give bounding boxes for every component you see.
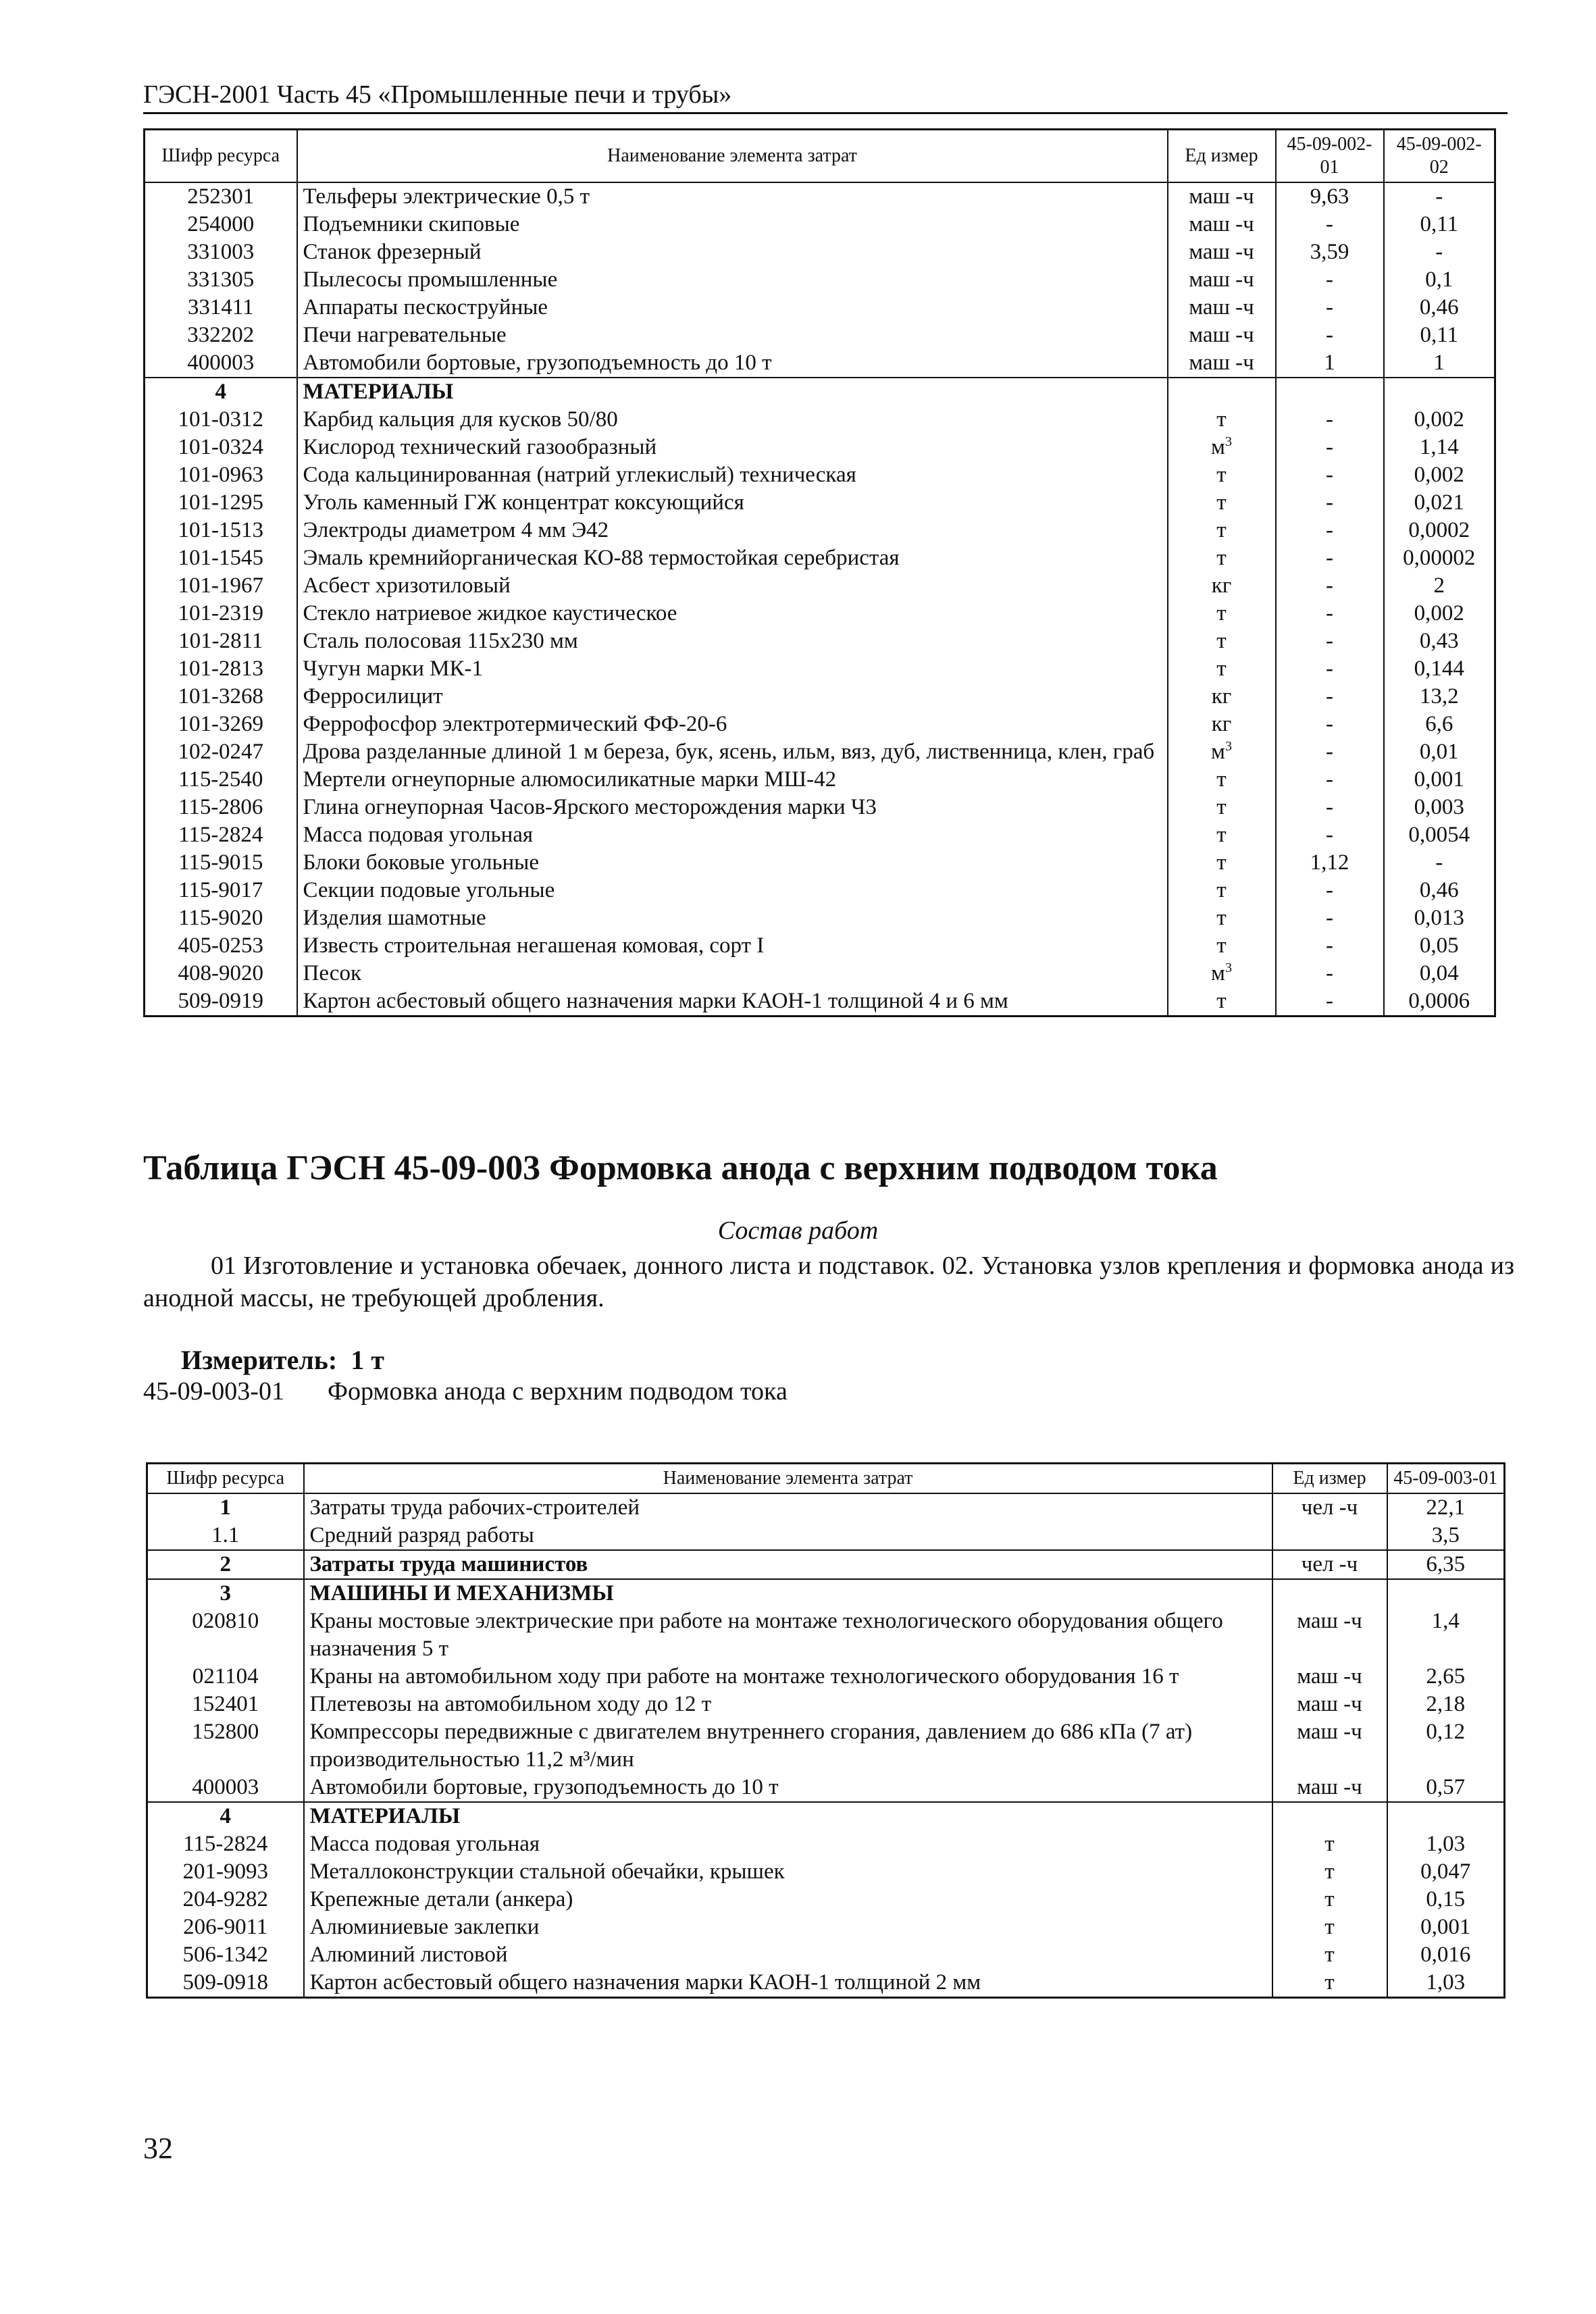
unit-superscript: 3: [1225, 739, 1232, 754]
section-name: МАТЕРИАЛЫ: [297, 378, 1168, 406]
cell-col-a: 0,047: [1387, 1858, 1505, 1886]
cell-col-a: -: [1276, 572, 1384, 600]
cell-name: Масса подовая угольная: [297, 821, 1168, 849]
cell-col-a: 0,57: [1387, 1774, 1505, 1802]
norm-name: Формовка анода с верхним подводом тока: [327, 1377, 788, 1406]
unit-superscript: 3: [1225, 960, 1232, 975]
running-head: ГЭСН-2001 Часть 45 «Промышленные печи и трубы»: [143, 80, 1508, 114]
table-row: [145, 461, 1495, 489]
table-row: [147, 1691, 1505, 1718]
cell-col-a: 0,15: [1387, 1886, 1505, 1913]
table-row: [145, 294, 1495, 322]
cell-unit: т: [1168, 932, 1276, 960]
meter-value: 1 т: [351, 1345, 384, 1375]
cell-col-a: -: [1276, 489, 1384, 517]
cell-code: 101-0963: [145, 461, 297, 489]
cell-code: 115-2824: [145, 821, 297, 849]
cell-unit: т: [1168, 766, 1276, 794]
table-row: [145, 766, 1495, 794]
cell-unit: т: [1168, 544, 1276, 572]
cell-name: Затраты труда машинистов: [304, 1550, 1272, 1579]
meter-line: [181, 1344, 384, 1376]
cell-col-b: 0,00002: [1384, 544, 1495, 572]
cell-name: Песок: [297, 960, 1168, 987]
cell-code: 101-0324: [145, 434, 297, 461]
cell-name: Краны мостовые электрические при работе на монтаже технологического оборудования общего назначения 5 т: [304, 1608, 1272, 1663]
cell-unit: чел -ч: [1272, 1550, 1387, 1579]
cell-name: Крепежные детали (анкера): [304, 1886, 1272, 1913]
header-unit: Ед измер: [1272, 1464, 1387, 1494]
cell-code: 115-2540: [145, 766, 297, 794]
cell-unit: маш -ч: [1168, 322, 1276, 349]
cell-unit: т: [1168, 627, 1276, 655]
cell-col-a: -: [1276, 683, 1384, 711]
cell-col-b: 0,0002: [1384, 517, 1495, 544]
cell-col-a: 0,016: [1387, 1941, 1505, 1969]
unit-superscript: 3: [1225, 434, 1232, 449]
cell-name: Автомобили бортовые, грузоподъемность до 10 т: [297, 349, 1168, 378]
cell-col-a: 3,5: [1387, 1522, 1505, 1550]
empty-cell: [1272, 1802, 1387, 1830]
cell-name: Глина огнеупорная Часов-Ярского месторождения марки Ч3: [297, 794, 1168, 821]
table-row: [145, 600, 1495, 627]
header-unit: Ед измер: [1168, 130, 1276, 183]
cell-unit: маш -ч: [1272, 1774, 1387, 1802]
cell-name: Краны на автомобильном ходу при работе на монтаже технологического оборудования 16 т: [304, 1663, 1272, 1691]
cell-name: Электроды диаметром 4 мм Э42: [297, 517, 1168, 544]
cell-code: 101-1967: [145, 572, 297, 600]
cell-col-a: 1,03: [1387, 1830, 1505, 1858]
cell-code: 2: [147, 1550, 304, 1579]
cell-code: 400003: [145, 349, 297, 378]
table-row: [147, 1608, 1505, 1663]
cell-unit: т: [1168, 406, 1276, 434]
work-description: 01 Изготовление и установка обечаек, донного листа и подставок. 02. Установка узлов крепления и формовка анода из анодной массы, не требующей дробления.: [143, 1252, 1514, 1312]
table-row: [147, 1941, 1505, 1969]
cell-col-a: -: [1276, 766, 1384, 794]
cell-col-a: 0,12: [1387, 1718, 1505, 1774]
table-row: [147, 1550, 1505, 1579]
header-col-b: 45-09-002-02: [1384, 130, 1495, 183]
table-row: [147, 1718, 1505, 1774]
cell-col-b: 1: [1384, 349, 1495, 378]
cell-col-b: -: [1384, 182, 1495, 211]
cell-code: 1: [147, 1493, 304, 1522]
cell-col-a: -: [1276, 711, 1384, 738]
cell-unit: т: [1272, 1969, 1387, 1998]
cell-unit: т: [1272, 1830, 1387, 1858]
cell-name: Средний разряд работы: [304, 1522, 1272, 1550]
cell-name: Подъемники скиповые: [297, 211, 1168, 238]
cell-code: 115-9015: [145, 849, 297, 877]
cell-col-b: -: [1384, 238, 1495, 266]
table-row: [145, 434, 1495, 461]
norm-code: 45-09-003-01: [143, 1377, 284, 1406]
table-row: [145, 655, 1495, 683]
empty-cell: [1272, 1579, 1387, 1608]
cell-name: Тельферы электрические 0,5 т: [297, 182, 1168, 211]
cell-col-b: 0,013: [1384, 904, 1495, 932]
cell-col-b: 0,11: [1384, 211, 1495, 238]
empty-cell: [1387, 1579, 1505, 1608]
cell-unit: [1168, 738, 1276, 766]
cell-unit: т: [1272, 1886, 1387, 1913]
cell-code: 115-9017: [145, 877, 297, 904]
section-row: [145, 378, 1495, 406]
table-row: [145, 683, 1495, 711]
table-row: [145, 489, 1495, 517]
cell-unit: т: [1168, 655, 1276, 683]
cell-name: Картон асбестовый общего назначения марки КАОН-1 толщиной 4 и 6 мм: [297, 987, 1168, 1017]
cell-code: 405-0253: [145, 932, 297, 960]
table-row: [145, 821, 1495, 849]
cell-code: 254000: [145, 211, 297, 238]
cell-col-a: -: [1276, 294, 1384, 322]
header-col-a: 45-09-003-01: [1387, 1464, 1505, 1494]
cell-unit: т: [1168, 461, 1276, 489]
cell-name: Станок фрезерный: [297, 238, 1168, 266]
cell-code: 101-2811: [145, 627, 297, 655]
table-row: [145, 849, 1495, 877]
section-row: [147, 1802, 1505, 1830]
cell-col-a: -: [1276, 960, 1384, 987]
cell-col-b: 0,11: [1384, 322, 1495, 349]
table-row: [145, 572, 1495, 600]
resource-table-2: [146, 1462, 1505, 1999]
cell-col-b: 0,002: [1384, 461, 1495, 489]
empty-cell: [1168, 378, 1276, 406]
cell-code: 101-1513: [145, 517, 297, 544]
cell-name: Автомобили бортовые, грузоподъемность до 10 т: [304, 1774, 1272, 1802]
cell-code: 115-9020: [145, 904, 297, 932]
table-row: [145, 794, 1495, 821]
cell-name: Алюминиевые заклепки: [304, 1913, 1272, 1941]
cell-code: 101-2813: [145, 655, 297, 683]
table-row: [147, 1886, 1505, 1913]
cell-code: 102-0247: [145, 738, 297, 766]
cell-unit: маш -ч: [1272, 1608, 1387, 1663]
cell-col-b: 0,002: [1384, 600, 1495, 627]
table-row: [147, 1774, 1505, 1802]
cell-code: 400003: [147, 1774, 304, 1802]
cell-col-b: 0,43: [1384, 627, 1495, 655]
table-row: [147, 1522, 1505, 1550]
cell-col-b: 1,14: [1384, 434, 1495, 461]
cell-unit: т: [1272, 1858, 1387, 1886]
cell-col-b: 0,04: [1384, 960, 1495, 987]
cell-col-b: 0,002: [1384, 406, 1495, 434]
table-row: [145, 738, 1495, 766]
cell-unit: маш -ч: [1272, 1691, 1387, 1718]
cell-code: 206-9011: [147, 1913, 304, 1941]
cell-code: 509-0919: [145, 987, 297, 1017]
cell-name: Уголь каменный ГЖ концентрат коксующийся: [297, 489, 1168, 517]
cell-name: Феррофосфор электротермический ФФ-20-6: [297, 711, 1168, 738]
cell-unit: т: [1168, 877, 1276, 904]
cell-name: Дрова разделанные длиной 1 м береза, бук, ясень, ильм, вяз, дуб, лиственница, клен, граб: [297, 738, 1168, 766]
cell-col-b: 0,144: [1384, 655, 1495, 683]
cell-unit: кг: [1168, 572, 1276, 600]
cell-col-a: -: [1276, 322, 1384, 349]
cell-name: Секции подовые угольные: [297, 877, 1168, 904]
cell-code: 331305: [145, 266, 297, 294]
cell-col-b: 0,001: [1384, 766, 1495, 794]
cell-unit: т: [1168, 987, 1276, 1017]
cell-col-a: 1: [1276, 349, 1384, 378]
cell-col-a: 1,03: [1387, 1969, 1505, 1998]
table-row: [147, 1858, 1505, 1886]
cell-code: 101-0312: [145, 406, 297, 434]
cell-col-a: -: [1276, 794, 1384, 821]
cell-col-b: 0,0054: [1384, 821, 1495, 849]
cell-name: Картон асбестовый общего назначения марки КАОН-1 толщиной 2 мм: [304, 1969, 1272, 1998]
cell-col-a: 3,59: [1276, 238, 1384, 266]
page-number: 32: [143, 2132, 173, 2165]
cell-col-a: 1,4: [1387, 1608, 1505, 1663]
cell-name: Мертели огнеупорные алюмосиликатные марки МШ-42: [297, 766, 1168, 794]
cell-unit: т: [1168, 904, 1276, 932]
cell-col-a: 22,1: [1387, 1493, 1505, 1522]
cell-col-b: 0,01: [1384, 738, 1495, 766]
cell-col-b: 0,46: [1384, 877, 1495, 904]
cell-col-a: -: [1276, 434, 1384, 461]
section-code: 4: [145, 378, 297, 406]
cell-name: Аппараты пескоструйные: [297, 294, 1168, 322]
cell-col-a: -: [1276, 821, 1384, 849]
cell-col-a: -: [1276, 904, 1384, 932]
section-code: 3: [147, 1579, 304, 1608]
header-name: Наименование элемента затрат: [297, 130, 1168, 183]
table-row: [145, 544, 1495, 572]
cell-unit: маш -ч: [1168, 294, 1276, 322]
cell-name: Ферросилицит: [297, 683, 1168, 711]
table-row: [145, 182, 1495, 211]
cell-code: 331003: [145, 238, 297, 266]
cell-name: Изделия шамотные: [297, 904, 1168, 932]
cell-col-a: -: [1276, 517, 1384, 544]
table-row: [145, 987, 1495, 1017]
cell-col-b: 6,6: [1384, 711, 1495, 738]
cell-col-a: 0,001: [1387, 1913, 1505, 1941]
cell-name: Пылесосы промышленные: [297, 266, 1168, 294]
cell-code: 152401: [147, 1691, 304, 1718]
cell-col-a: -: [1276, 627, 1384, 655]
norm-line: [143, 1377, 788, 1406]
cell-col-a: 1,12: [1276, 849, 1384, 877]
work-heading: Состав работ: [717, 1216, 879, 1245]
cell-unit: [1168, 960, 1276, 987]
cell-unit: т: [1168, 517, 1276, 544]
header-code: Шифр ресурса: [145, 130, 297, 183]
cell-code: 115-2824: [147, 1830, 304, 1858]
cell-unit: т: [1168, 600, 1276, 627]
table-row: [145, 406, 1495, 434]
cell-code: 509-0918: [147, 1969, 304, 1998]
cell-unit: т: [1168, 849, 1276, 877]
cell-col-b: 0,003: [1384, 794, 1495, 821]
cell-col-a: -: [1276, 600, 1384, 627]
cell-name: Известь строительная негашеная комовая, сорт I: [297, 932, 1168, 960]
cell-col-a: 2,65: [1387, 1663, 1505, 1691]
cell-col-b: 13,2: [1384, 683, 1495, 711]
cell-code: 152800: [147, 1718, 304, 1774]
cell-code: 101-2319: [145, 600, 297, 627]
header-code: Шифр ресурса: [147, 1464, 304, 1494]
section-code: 4: [147, 1802, 304, 1830]
resource-table-1: [143, 128, 1496, 1017]
cell-col-a: 9,63: [1276, 182, 1384, 211]
cell-col-a: -: [1276, 932, 1384, 960]
unit-text: м: [1211, 740, 1225, 764]
cell-col-a: -: [1276, 655, 1384, 683]
cell-unit: маш -ч: [1168, 238, 1276, 266]
cell-code: 115-2806: [145, 794, 297, 821]
unit-text: м: [1211, 435, 1225, 459]
cell-col-a: -: [1276, 461, 1384, 489]
cell-code: 101-3269: [145, 711, 297, 738]
cell-col-b: 0,46: [1384, 294, 1495, 322]
table-row: [145, 349, 1495, 378]
table-row: [145, 517, 1495, 544]
cell-code: 204-9282: [147, 1886, 304, 1913]
cell-col-a: 2,18: [1387, 1691, 1505, 1718]
cell-unit: [1168, 434, 1276, 461]
cell-name: Кислород технический газообразный: [297, 434, 1168, 461]
cell-col-a: -: [1276, 987, 1384, 1017]
cell-unit: маш -ч: [1168, 266, 1276, 294]
header-name: Наименование элемента затрат: [304, 1464, 1272, 1494]
cell-col-a: -: [1276, 544, 1384, 572]
empty-cell: [1384, 378, 1495, 406]
cell-name: Блоки боковые угольные: [297, 849, 1168, 877]
cell-name: Сталь полосовая 115х230 мм: [297, 627, 1168, 655]
cell-code: 1.1: [147, 1522, 304, 1550]
table-row: [145, 627, 1495, 655]
cell-unit: маш -ч: [1272, 1718, 1387, 1774]
table-row: [147, 1493, 1505, 1522]
table-row: [147, 1830, 1505, 1858]
table-row: [145, 932, 1495, 960]
cell-code: 332202: [145, 322, 297, 349]
cell-name: Компрессоры передвижные с двигателем внутреннего сгорания, давлением до 686 кПа (7 ат) производительностью 11,2 м³/мин: [304, 1718, 1272, 1774]
cell-name: Затраты труда рабочих-строителей: [304, 1493, 1272, 1522]
table-title: Таблица ГЭСН 45-09-003 Формовка анода с верхним подводом тока: [143, 1149, 1218, 1187]
cell-unit: т: [1168, 821, 1276, 849]
cell-name: Печи нагревательные: [297, 322, 1168, 349]
cell-col-a: -: [1276, 738, 1384, 766]
table-row: [147, 1663, 1505, 1691]
cell-name: Масса подовая угольная: [304, 1830, 1272, 1858]
meter-label: Измеритель:: [181, 1345, 338, 1375]
table-row: [145, 711, 1495, 738]
cell-col-b: 0,0006: [1384, 987, 1495, 1017]
cell-name: Эмаль кремнийорганическая КО-88 термостойкая серебристая: [297, 544, 1168, 572]
cell-name: Асбест хризотиловый: [297, 572, 1168, 600]
cell-unit: кг: [1168, 711, 1276, 738]
cell-unit: кг: [1168, 683, 1276, 711]
cell-col-b: 0,021: [1384, 489, 1495, 517]
empty-cell: [1276, 378, 1384, 406]
cell-unit: т: [1168, 794, 1276, 821]
cell-col-b: -: [1384, 849, 1495, 877]
cell-code: 101-1295: [145, 489, 297, 517]
cell-name: Металлоконструкции стальной обечайки, крышек: [304, 1858, 1272, 1886]
cell-unit: маш -ч: [1168, 211, 1276, 238]
cell-col-a: -: [1276, 211, 1384, 238]
table-row: [147, 1913, 1505, 1941]
cell-code: 252301: [145, 182, 297, 211]
cell-code: 506-1342: [147, 1941, 304, 1969]
table-row: [147, 1969, 1505, 1998]
cell-name: Чугун марки МК-1: [297, 655, 1168, 683]
empty-cell: [1387, 1802, 1505, 1830]
cell-col-a: -: [1276, 877, 1384, 904]
cell-code: 408-9020: [145, 960, 297, 987]
table-row: [145, 322, 1495, 349]
cell-unit: т: [1168, 489, 1276, 517]
cell-unit: маш -ч: [1168, 349, 1276, 378]
cell-name: Алюминий листовой: [304, 1941, 1272, 1969]
cell-name: Плетевозы на автомобильном ходу до 12 т: [304, 1691, 1272, 1718]
cell-code: 331411: [145, 294, 297, 322]
section-name: МАТЕРИАЛЫ: [304, 1802, 1272, 1830]
cell-unit: т: [1272, 1913, 1387, 1941]
header-col-a: 45-09-002-01: [1276, 130, 1384, 183]
cell-unit: [1272, 1522, 1387, 1550]
table-row: [145, 266, 1495, 294]
cell-name: Карбид кальция для кусков 50/80: [297, 406, 1168, 434]
cell-col-a: 6,35: [1387, 1550, 1505, 1579]
table-row: [145, 211, 1495, 238]
cell-code: 101-3268: [145, 683, 297, 711]
section-row: [147, 1579, 1505, 1608]
table-row: [145, 904, 1495, 932]
cell-col-b: 0,05: [1384, 932, 1495, 960]
table-row: [145, 238, 1495, 266]
cell-code: 201-9093: [147, 1858, 304, 1886]
cell-unit: маш -ч: [1272, 1663, 1387, 1691]
table-row: [145, 960, 1495, 987]
cell-code: 101-1545: [145, 544, 297, 572]
cell-unit: т: [1272, 1941, 1387, 1969]
cell-col-b: 0,1: [1384, 266, 1495, 294]
cell-unit: маш -ч: [1168, 182, 1276, 211]
unit-text: м: [1211, 961, 1225, 985]
cell-code: 021104: [147, 1663, 304, 1691]
cell-unit: чел -ч: [1272, 1493, 1387, 1522]
cell-name: Сода кальцинированная (натрий углекислый) техническая: [297, 461, 1168, 489]
section-name: МАШИНЫ И МЕХАНИЗМЫ: [304, 1579, 1272, 1608]
cell-col-b: 2: [1384, 572, 1495, 600]
cell-col-a: -: [1276, 406, 1384, 434]
cell-col-a: -: [1276, 266, 1384, 294]
cell-name: Стекло натриевое жидкое каустическое: [297, 600, 1168, 627]
table-row: [145, 877, 1495, 904]
cell-code: 020810: [147, 1608, 304, 1663]
